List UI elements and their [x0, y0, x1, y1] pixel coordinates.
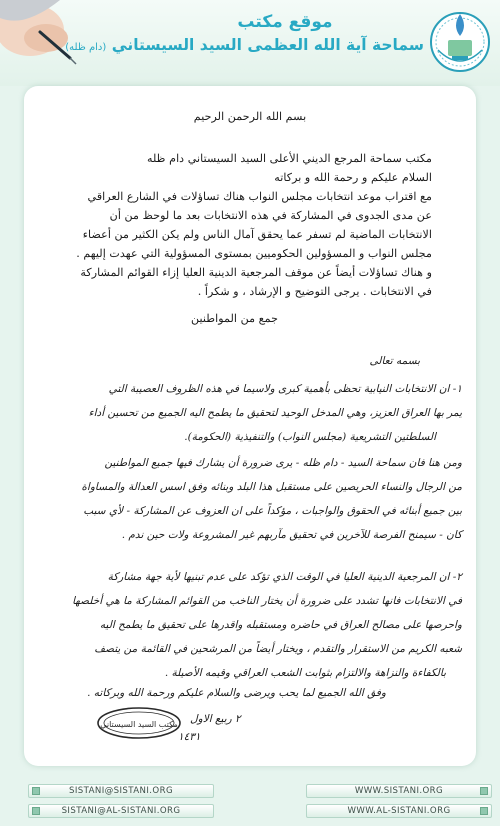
- reply-line: شعبه الكريم من الاستقرار والتقدم ، ويختار أيضاً من المرشحين في القائمة من يتصف: [94, 643, 462, 655]
- letter-line: مجلس النواب و المسؤولين الحكوميين بمستوى المسؤولية التي عهدت إليهم .: [76, 247, 432, 260]
- email-link-sistani-org[interactable]: [28, 784, 214, 798]
- reply-line: ٢- ان المرجعية الدينية العليا في الوقت الذي تؤكد على عدم تبنيها لأية جهة مشاركة: [107, 571, 462, 583]
- letter-line: مكتب سماحة المرجع الديني الأعلى السيد السيستاني دام ظله: [146, 152, 432, 165]
- seal-text: مكتب السيد السيستاني: [100, 720, 178, 729]
- email-label: SISTANI@AL-SISTANI.ORG: [61, 806, 181, 816]
- signature-citizens: جمع من المواطنين: [190, 312, 278, 325]
- email-link-al-sistani-org[interactable]: [28, 804, 214, 818]
- reply-line: بالكفاءة والنزاهة والالتزام بثوابت الشعب العراقي وقيمه الأصيلة .: [164, 667, 446, 679]
- basmala: بسم الله الرحمن الرحيم: [193, 110, 307, 123]
- web-link-al-sistani-org[interactable]: [306, 804, 492, 818]
- bullet-square-icon: [32, 807, 40, 815]
- reply-line: واحرصها على مصالح العراق في حاضره ومستقبله واقدرها على تحقيق ما يطمح اليه: [99, 619, 462, 631]
- letter-line: و هناك تساؤلات أيضاً عن موقف المرجعية الدينية العليا إزاء القوائم المشاركة: [80, 266, 432, 279]
- reply-line: في الانتخابات فانها تشدد على ضرورة أن يختار الناخب من القوائم المشاركة ما هي أخلصها: [72, 595, 462, 607]
- site-subtitle: [65, 36, 424, 54]
- reply-line: ١- ان الانتخابات النيابية تحظى بأهمية كبرى ولاسيما في هذه الظروف العصيبة التي: [108, 383, 462, 395]
- letter-line: الانتخابات الماضية لم تسفر عما يحقق آمال الناس ولم يكن الكثير من أعضاء: [82, 228, 432, 241]
- bullet-square-icon: [480, 787, 488, 795]
- reply-line: كان - سيمنح الفرصة للآخرين في تحقيق مآربهم غير المشروعة ولات حين ندم .: [121, 529, 462, 541]
- letter-line: في الانتخابات . يرجى التوضيح و الإرشاد ، و شكراً .: [197, 285, 432, 298]
- bullet-square-icon: [480, 807, 488, 815]
- reply-line: بين جميع أبنائه في الحقوق والواجبات ، مؤكداً على ان العزوف عن المشاركة - لأي سبب: [83, 505, 462, 517]
- email-label: SISTANI@SISTANI.ORG: [68, 786, 174, 796]
- web-link-sistani-org[interactable]: [306, 784, 492, 798]
- letter-line: مع اقتراب موعد انتخابات مجلس النواب هناك تساؤلات في الشارع العراقي: [87, 190, 432, 203]
- bullet-square-icon: [32, 787, 40, 795]
- site-header: [0, 0, 500, 86]
- reply-date: ٢ ربيع الاول: [190, 713, 241, 725]
- site-title: موقع مكتب: [237, 12, 333, 32]
- letter-card: [24, 86, 476, 766]
- reply-heading: بسمه تعالى: [369, 355, 420, 367]
- office-logo-icon: [428, 6, 492, 76]
- reply-line: من الرجال والنساء الحريصين على مستقبل هذا البلد وبنائه وفق اسس العدالة والمساواة: [81, 481, 462, 493]
- office-seal-icon: [96, 706, 182, 740]
- reply-line: السلطتين التشريعية (مجلس النواب) والتنفيذية (الحكومة).: [184, 431, 436, 443]
- web-label: WWW.AL-SISTANI.ORG: [347, 806, 451, 816]
- reply-year: ١٤٣١: [178, 731, 201, 743]
- letter-line: عن مدى الجدوى في المشاركة في هذه الانتخابات بعد ما لوحظ من أن: [109, 209, 432, 222]
- reply-line: ومن هنا فان سماحة السيد - دام ظله - يرى ضرورة أن يشارك فيها جميع المواطنين: [104, 457, 462, 469]
- reply-closing: وفق الله الجميع لما يحب ويرضى والسلام عليكم ورحمة الله وبركاته .: [87, 687, 386, 699]
- reply-line: يمر بها العراق العزيز، وهي المدخل الوحيد لتحقيق ما يطمح اليه الجميع من تحسين أداء: [88, 407, 462, 419]
- web-label: WWW.SISTANI.ORG: [354, 786, 444, 796]
- letter-line: السلام عليكم و رحمة الله و بركاته: [274, 171, 432, 184]
- office-name: سماحة آية الله العظمى السيد السيستاني: [111, 36, 424, 54]
- honorific: (دام ظله): [65, 42, 107, 53]
